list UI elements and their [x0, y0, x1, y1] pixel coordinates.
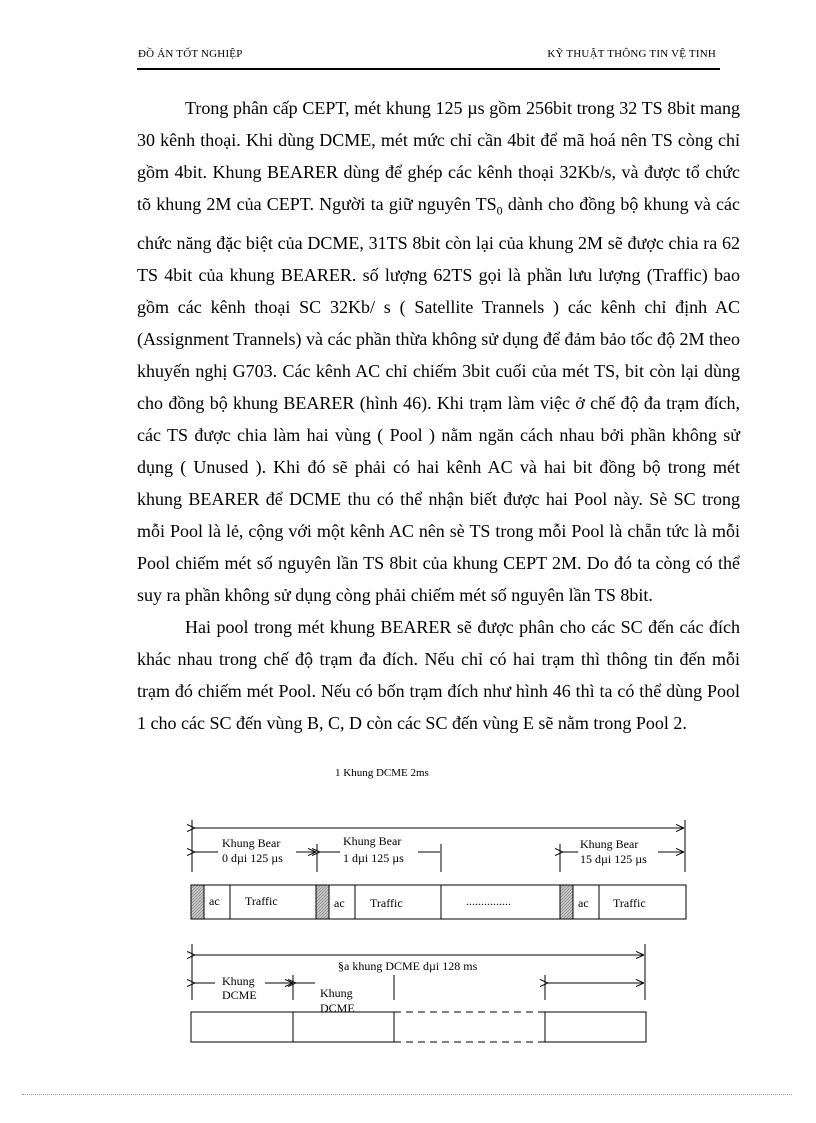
- bear1-label-line2: 1 dµi 125 µs: [343, 851, 404, 865]
- dcme-strip-right-part: [545, 1012, 646, 1042]
- paragraph-1-part-a: Trong phân cấp CEPT, mét khung 125 µs gồm 256bit trong 32 TS 8bit mang 30 kênh thoại. Khi dùng DCME, mét mức chỉ cần 4bit để mã hoá nên TS còng chỉ gồm 4bit. Khung BEARER dùng để ghép các kênh thoại 32Kb/s, và được tổ chức tõ khung 2M của CEPT. Người ta giữ nguyên TS: [137, 98, 740, 214]
- header-right-title: KỸ THUẬT THÔNG TIN VỆ TINH: [547, 48, 716, 60]
- bear15-label-line2: 15 dµi 125 µs: [580, 852, 647, 866]
- dcme2-label-line1: Khung: [320, 986, 353, 1000]
- header-left-title: ĐỒ ÁN TỐT NGHIỆP: [138, 48, 243, 60]
- dcme-frame-caption: 1 Khung DCME 2ms: [335, 767, 429, 779]
- bear0-label-line1: Khung Bear: [222, 836, 281, 850]
- ts-subscript: 0: [496, 203, 503, 218]
- page-bottom-dotted-line: [22, 1094, 792, 1095]
- bear0-label-line2: 0 dµi 125 µs: [222, 851, 283, 865]
- traffic-label-1: Traffic: [370, 896, 403, 910]
- ac-label-1: ac: [334, 896, 345, 910]
- sync-bit-1: [316, 885, 329, 919]
- paragraph-2: Hai pool trong mét khung BEARER sẽ được phân cho các SC đến các đích khác nhau trong chế độ trạm đa đích. Nếu chỉ có hai trạm thì thông tin đến mỗi trạm đó chiếm mét Pool. Nếu có bốn trạm đích như hình 46 thì ta có thể dùng Pool 1 cho các SC đến vùng B, C, D còn các SC đến vùng E sẽ nằm trong Pool 2.: [137, 616, 740, 733]
- traffic-label-15: Traffic: [613, 896, 646, 910]
- sync-bit-15: [560, 885, 573, 919]
- sync-bit-0: [191, 885, 204, 919]
- bear1-label-line1: Khung Bear: [343, 834, 402, 848]
- dcme1-label-line2: DCME: [222, 988, 257, 1002]
- paragraph-1-part-b: dành cho đồng bộ khung và các chức năng đặc biệt của DCME, 31TS 8bit còn lại của khung 2M sẽ được chia ra 62 TS 4bit của khung BEARER. số lượng 62TS gọi là phần lưu lượng (Traffic) bao gồm các kênh thoại SC 32Kb/ s ( Satellite Trannels ) các kênh chỉ định AC (Assignment Trannels) và các phần thừa không sử dụng để đảm bảo tốc độ 2M theo khuyến nghị G703. Các kênh AC chỉ chiếm 3bit cuối của mét TS, bit còn lại dùng cho đồng bộ khung BEARER (hình 46). Khi trạm làm việc ở chế độ đa trạm đích, các TS được chia làm hai vùng ( Pool ) nằm ngăn cách nhau bởi phần không sử dụng ( Unused ). Khi đó sẽ phải có hai kênh AC và hai bit đồng bộ trong mét khung BEARER để DCME thu có thể nhận biết được hai Pool này. Sè SC trong mỗi Pool là lẻ, cộng với một kênh AC nên sè TS trong mỗi Pool là chẵn tức là mỗi Pool chiếm mét số nguyên lần TS 8bit của khung CEPT 2M. Do đó ta còng có thể suy ra phần không sử dụng còng phải chiếm mét số nguyên lần TS 8bit.: [137, 194, 740, 605]
- superframe-label: §a khung DCME dµi 128 ms: [338, 959, 478, 973]
- dcme2-label-line2: DCME: [320, 1001, 355, 1015]
- ellipsis-gap: ...............: [466, 894, 511, 908]
- traffic-label-0: Traffic: [245, 894, 278, 908]
- bear15-label-line1: Khung Bear: [580, 837, 639, 851]
- ac-label-15: ac: [578, 896, 589, 910]
- dcme1-label-line1: Khung: [222, 974, 255, 988]
- ac-label-0: ac: [209, 894, 220, 908]
